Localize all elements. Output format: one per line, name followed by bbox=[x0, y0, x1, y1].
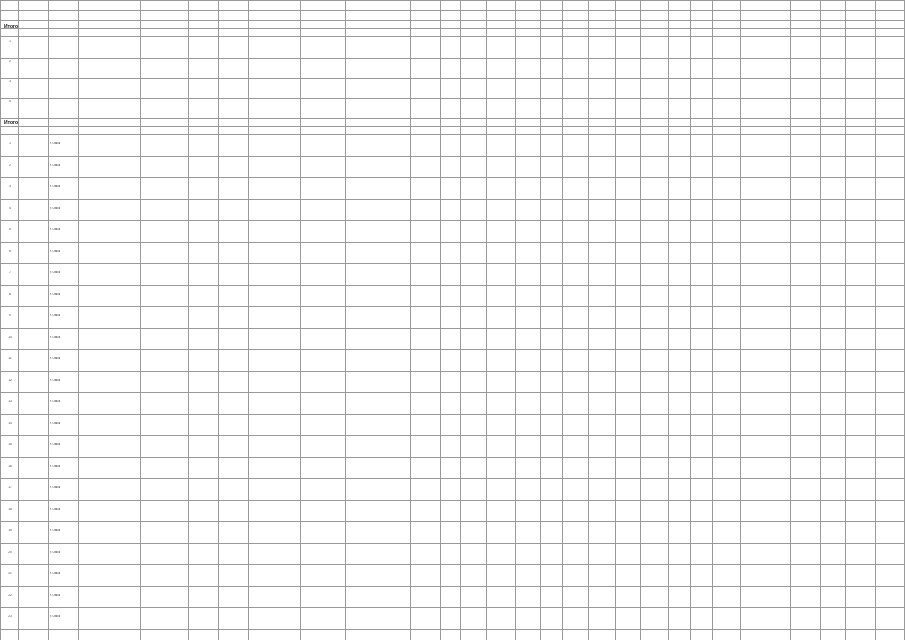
grid-row-line bbox=[0, 242, 905, 243]
grid-row-line bbox=[0, 285, 905, 286]
row-number: 5 bbox=[9, 228, 11, 231]
row-city: г. Омск bbox=[50, 335, 61, 339]
grid-column-line bbox=[300, 0, 301, 640]
grid-row-line bbox=[0, 457, 905, 458]
row-number: 8 bbox=[9, 292, 11, 296]
grid-row-line bbox=[0, 478, 905, 479]
row-city: г. Омск bbox=[50, 357, 61, 360]
row-city: г. Омск bbox=[50, 314, 61, 317]
row-city: г. Омск bbox=[50, 443, 61, 446]
grid-row-line bbox=[0, 414, 905, 415]
grid-row-line bbox=[0, 629, 905, 630]
grid-row-line bbox=[0, 607, 905, 608]
grid-column-line bbox=[486, 0, 487, 640]
grid-row-line bbox=[0, 36, 905, 37]
grid-column-line bbox=[690, 0, 691, 640]
grid-row-line bbox=[0, 263, 905, 264]
grid-column-line bbox=[0, 0, 1, 640]
row-city: г. Омск bbox=[50, 249, 61, 253]
grid-row-line bbox=[0, 435, 905, 436]
grid-row-line bbox=[0, 371, 905, 372]
grid-row-line bbox=[0, 199, 905, 200]
grid-row-line bbox=[0, 118, 905, 119]
row-number: 20 bbox=[8, 550, 12, 554]
grid-row-line bbox=[0, 220, 905, 221]
grid-column-line bbox=[18, 0, 19, 640]
row-number: 12 bbox=[8, 378, 12, 382]
grid-column-line bbox=[48, 0, 49, 640]
grid-column-line bbox=[78, 0, 79, 640]
grid-column-line bbox=[640, 0, 641, 640]
row-number: 6 bbox=[9, 249, 11, 253]
grid-column-line bbox=[740, 0, 741, 640]
total-label-top: Итого bbox=[4, 120, 19, 126]
grid-column-line bbox=[248, 0, 249, 640]
row-city: г. Омск bbox=[50, 292, 61, 296]
row-number: 10 bbox=[8, 335, 12, 339]
row-number: 13 bbox=[8, 400, 12, 403]
grid-column-line bbox=[820, 0, 821, 640]
row-number: 23 bbox=[8, 615, 12, 618]
row-number: 14 bbox=[8, 421, 12, 425]
grid-column-line bbox=[440, 0, 441, 640]
grid-row-line bbox=[0, 0, 905, 1]
grid-column-line bbox=[140, 0, 141, 640]
row-number: 7 bbox=[9, 271, 11, 274]
grid-row-line bbox=[0, 126, 905, 127]
row-number: 11 bbox=[8, 357, 12, 360]
row-number: 21 bbox=[8, 572, 12, 575]
row-number: 16 bbox=[8, 464, 12, 468]
row-city: г. Омск bbox=[50, 163, 61, 167]
grid-column-line bbox=[790, 0, 791, 640]
grid-row-line bbox=[0, 98, 905, 99]
grid-row-line bbox=[0, 521, 905, 522]
grid-row-line bbox=[0, 58, 905, 59]
grid-row-line bbox=[0, 177, 905, 178]
grid-column-line bbox=[588, 0, 589, 640]
row-number: 1 bbox=[9, 142, 11, 145]
grid-column-line bbox=[515, 0, 516, 640]
row-city: г. Омск bbox=[50, 572, 61, 575]
row-city: г. Омск bbox=[50, 615, 61, 618]
row-number: 22 bbox=[8, 593, 12, 597]
grid-column-line bbox=[615, 0, 616, 640]
grid-row-line bbox=[0, 20, 905, 21]
grid-row-line bbox=[0, 78, 905, 79]
grid-column-line bbox=[460, 0, 461, 640]
total-label-header: Итого bbox=[4, 24, 19, 30]
grid-column-line bbox=[218, 0, 219, 640]
row-number: 4 bbox=[9, 206, 11, 210]
grid-column-line bbox=[875, 0, 876, 640]
row-number: 18 bbox=[8, 507, 12, 511]
grid-column-line bbox=[668, 0, 669, 640]
grid-column-line bbox=[188, 0, 189, 640]
row-number: 2 bbox=[9, 163, 11, 167]
grid-row-line bbox=[0, 28, 905, 29]
row-number-top: 1 bbox=[9, 40, 11, 43]
grid-column-line bbox=[845, 0, 846, 640]
row-number: 17 bbox=[8, 486, 12, 489]
row-city: г. Омск bbox=[50, 593, 61, 597]
grid-row-line bbox=[0, 500, 905, 501]
row-city: г. Омск bbox=[50, 400, 61, 403]
row-city: г. Омск bbox=[50, 228, 61, 231]
grid-row-line bbox=[0, 349, 905, 350]
row-city: г. Омск bbox=[50, 529, 61, 532]
grid-column-line bbox=[540, 0, 541, 640]
row-number: 3 bbox=[9, 185, 11, 188]
row-city: г. Омск bbox=[50, 486, 61, 489]
row-city: г. Омск bbox=[50, 185, 61, 188]
grid-row-line bbox=[0, 10, 905, 11]
row-city: г. Омск bbox=[50, 421, 61, 425]
row-city: г. Омск bbox=[50, 507, 61, 511]
grid-column-line bbox=[712, 0, 713, 640]
row-city: г. Омск bbox=[50, 271, 61, 274]
grid-column-line bbox=[410, 0, 411, 640]
row-city: г. Омск bbox=[50, 206, 61, 210]
grid-column-line bbox=[562, 0, 563, 640]
row-city: г. Омск bbox=[50, 142, 61, 145]
row-number-top: 3 bbox=[9, 80, 11, 83]
grid-row-line bbox=[0, 156, 905, 157]
grid-column-line bbox=[345, 0, 346, 640]
row-number: 19 bbox=[8, 529, 12, 532]
row-number: 15 bbox=[8, 443, 12, 446]
grid-row-line bbox=[0, 306, 905, 307]
row-city: г. Омск bbox=[50, 378, 61, 382]
grid-row-line bbox=[0, 586, 905, 587]
row-city: г. Омск bbox=[50, 550, 61, 554]
row-number-top: 2 bbox=[9, 60, 11, 63]
row-number-top: 4 bbox=[9, 100, 11, 103]
row-city: г. Омск bbox=[50, 464, 61, 468]
grid-row-line bbox=[0, 543, 905, 544]
grid-row-line bbox=[0, 134, 905, 135]
grid-row-line bbox=[0, 328, 905, 329]
grid-row-line bbox=[0, 392, 905, 393]
grid-row-line bbox=[0, 564, 905, 565]
row-number: 9 bbox=[9, 314, 11, 317]
